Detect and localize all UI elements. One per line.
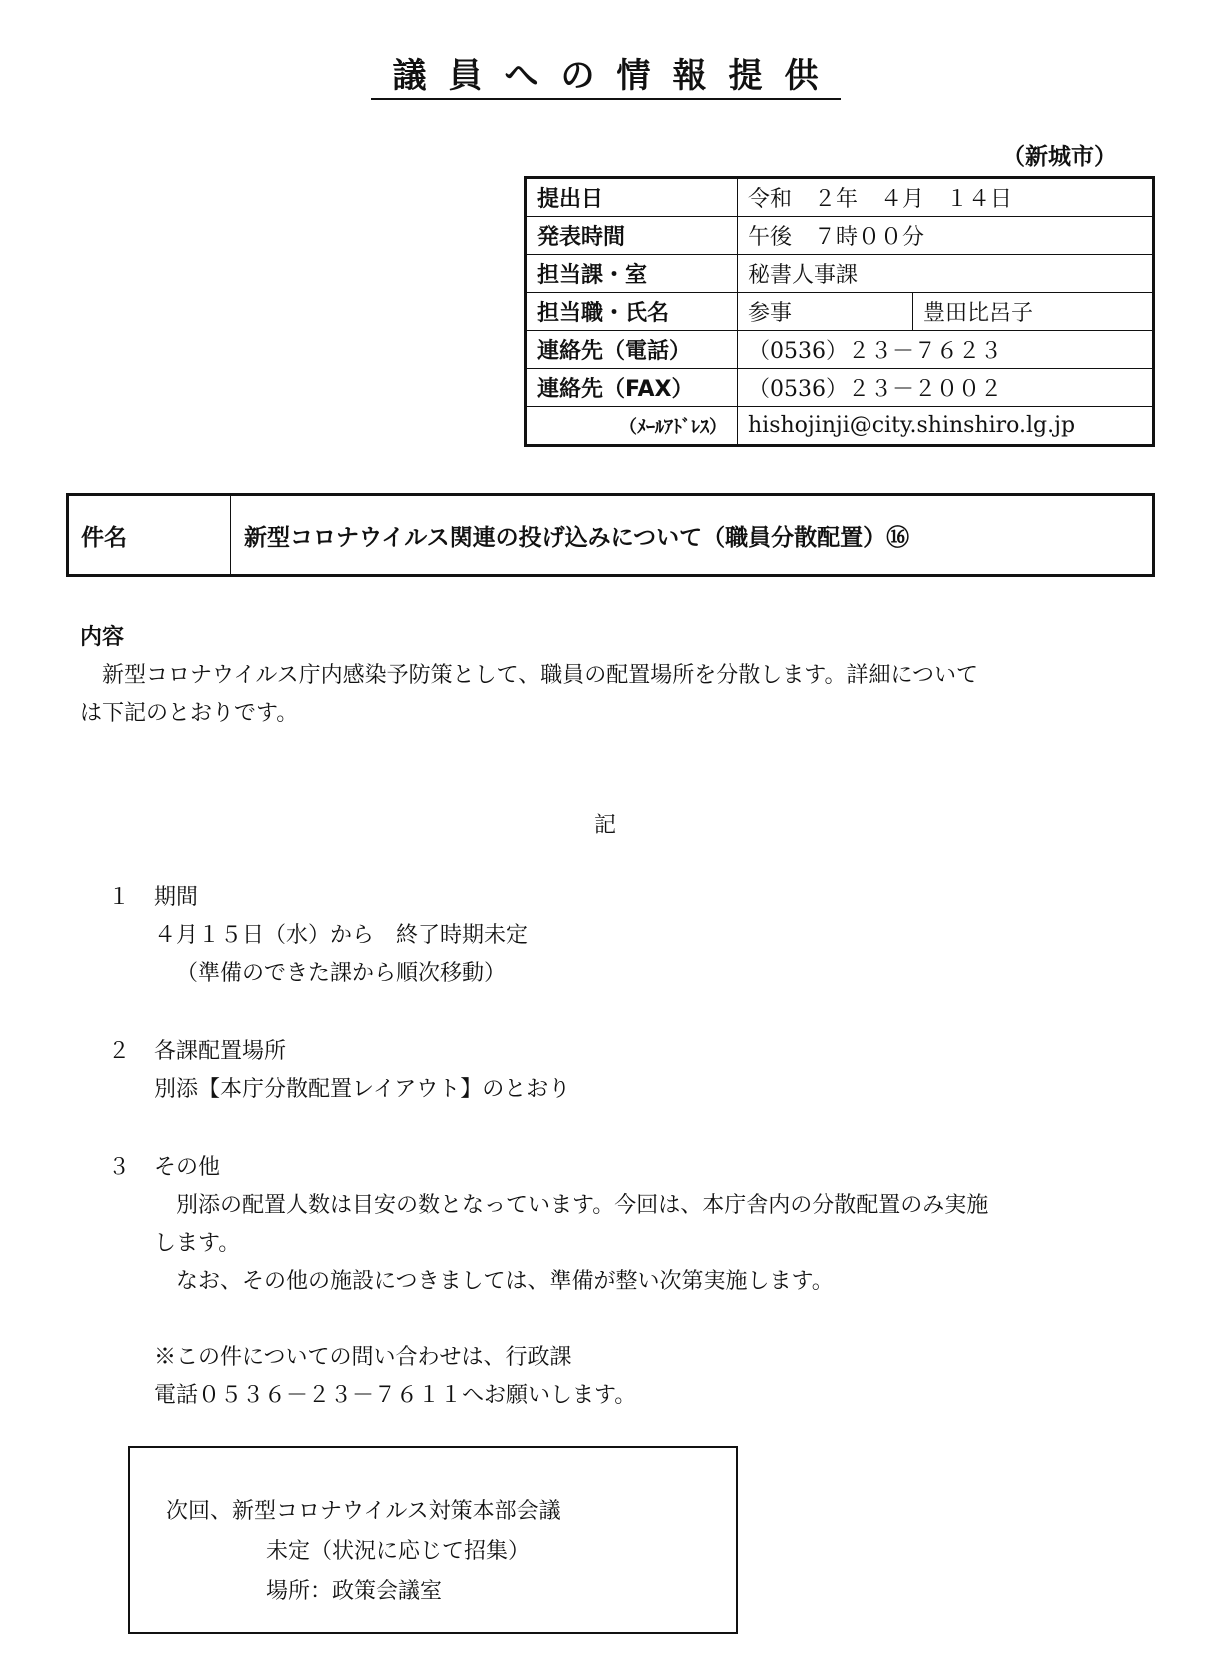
item-title: その他 (154, 1155, 221, 1180)
email-value: hishojinji@city.shinshiro.lg.jp (738, 407, 1154, 446)
next-meeting-line: 場所：政策会議室 (266, 1579, 443, 1604)
fax-label: 連絡先（FAX） (526, 369, 738, 407)
table-row (526, 178, 1154, 217)
submit-date-value: 令和 ２年 ４月 １４日 (738, 178, 1154, 217)
inquiry-line: ※この件についての問い合わせは、行政課 (154, 1345, 572, 1370)
table-row (526, 293, 1154, 331)
inquiry-line: 電話０５３６－２３－７６１１へお願いします。 (154, 1383, 637, 1408)
item-line: （準備のできた課から順次移動） (176, 961, 507, 986)
item-line: します。 (154, 1231, 241, 1256)
email-label: （ﾒｰﾙｱﾄﾞﾚｽ） (526, 407, 738, 446)
phone-value: （0536）２３－７６２３ (738, 331, 1154, 369)
next-meeting-box (128, 1446, 738, 1634)
item-line: なお、その他の施設につきましては、準備が整い次第実施します。 (154, 1269, 834, 1294)
submit-date-label: 提出日 (526, 178, 738, 217)
table-row (526, 407, 1154, 446)
release-time-value: 午後 ７時００分 (738, 217, 1154, 255)
item-title: 各課配置場所 (154, 1039, 287, 1064)
table-row (526, 331, 1154, 369)
item-line: ４月１５日（水）から 終了時期未定 (154, 923, 529, 948)
subject-label: 件名 (69, 496, 231, 574)
table-row (526, 369, 1154, 407)
item-title: 期間 (154, 885, 199, 910)
city-name: （新城市） (1002, 144, 1117, 170)
subject-text: 新型コロナウイルス関連の投げ込みについて（職員分散配置）⑯ (244, 524, 910, 551)
next-meeting-line: 次回、新型コロナウイルス対策本部会議 (166, 1499, 561, 1524)
item-line: 別添【本庁分散配置レイアウト】のとおり (154, 1077, 571, 1102)
dept-label: 担当課・室 (526, 255, 738, 293)
document-title: 議員への情報提供 (0, 48, 1211, 97)
dept-value: 秘書人事課 (738, 255, 1154, 293)
release-time-label: 発表時間 (526, 217, 738, 255)
person-title: 参事 (738, 293, 913, 331)
next-meeting-line: 未定（状況に応じて招集） (266, 1539, 531, 1564)
content-paragraph-line: は下記のとおりです。 (80, 701, 299, 726)
fax-value: （0536）２３－２００２ (738, 369, 1154, 407)
person-label: 担当職・氏名 (526, 293, 738, 331)
phone-label: 連絡先（電話） (526, 331, 738, 369)
table-row (526, 217, 1154, 255)
info-table (524, 176, 1155, 447)
item-number: ２ (108, 1039, 131, 1064)
item-number: １ (108, 885, 131, 910)
content-heading: 内容 (80, 625, 125, 650)
ki-heading: 記 (594, 813, 617, 838)
person-name: 豊田比呂子 (913, 293, 1154, 331)
subject-box (66, 493, 1155, 577)
table-row (526, 255, 1154, 293)
content-paragraph-line: 新型コロナウイルス庁内感染予防策として、職員の配置場所を分散します。詳細について (80, 663, 979, 688)
item-line: 別添の配置人数は目安の数となっています。今回は、本庁舎内の分散配置のみ実施 (154, 1193, 989, 1218)
item-number: ３ (108, 1155, 131, 1180)
